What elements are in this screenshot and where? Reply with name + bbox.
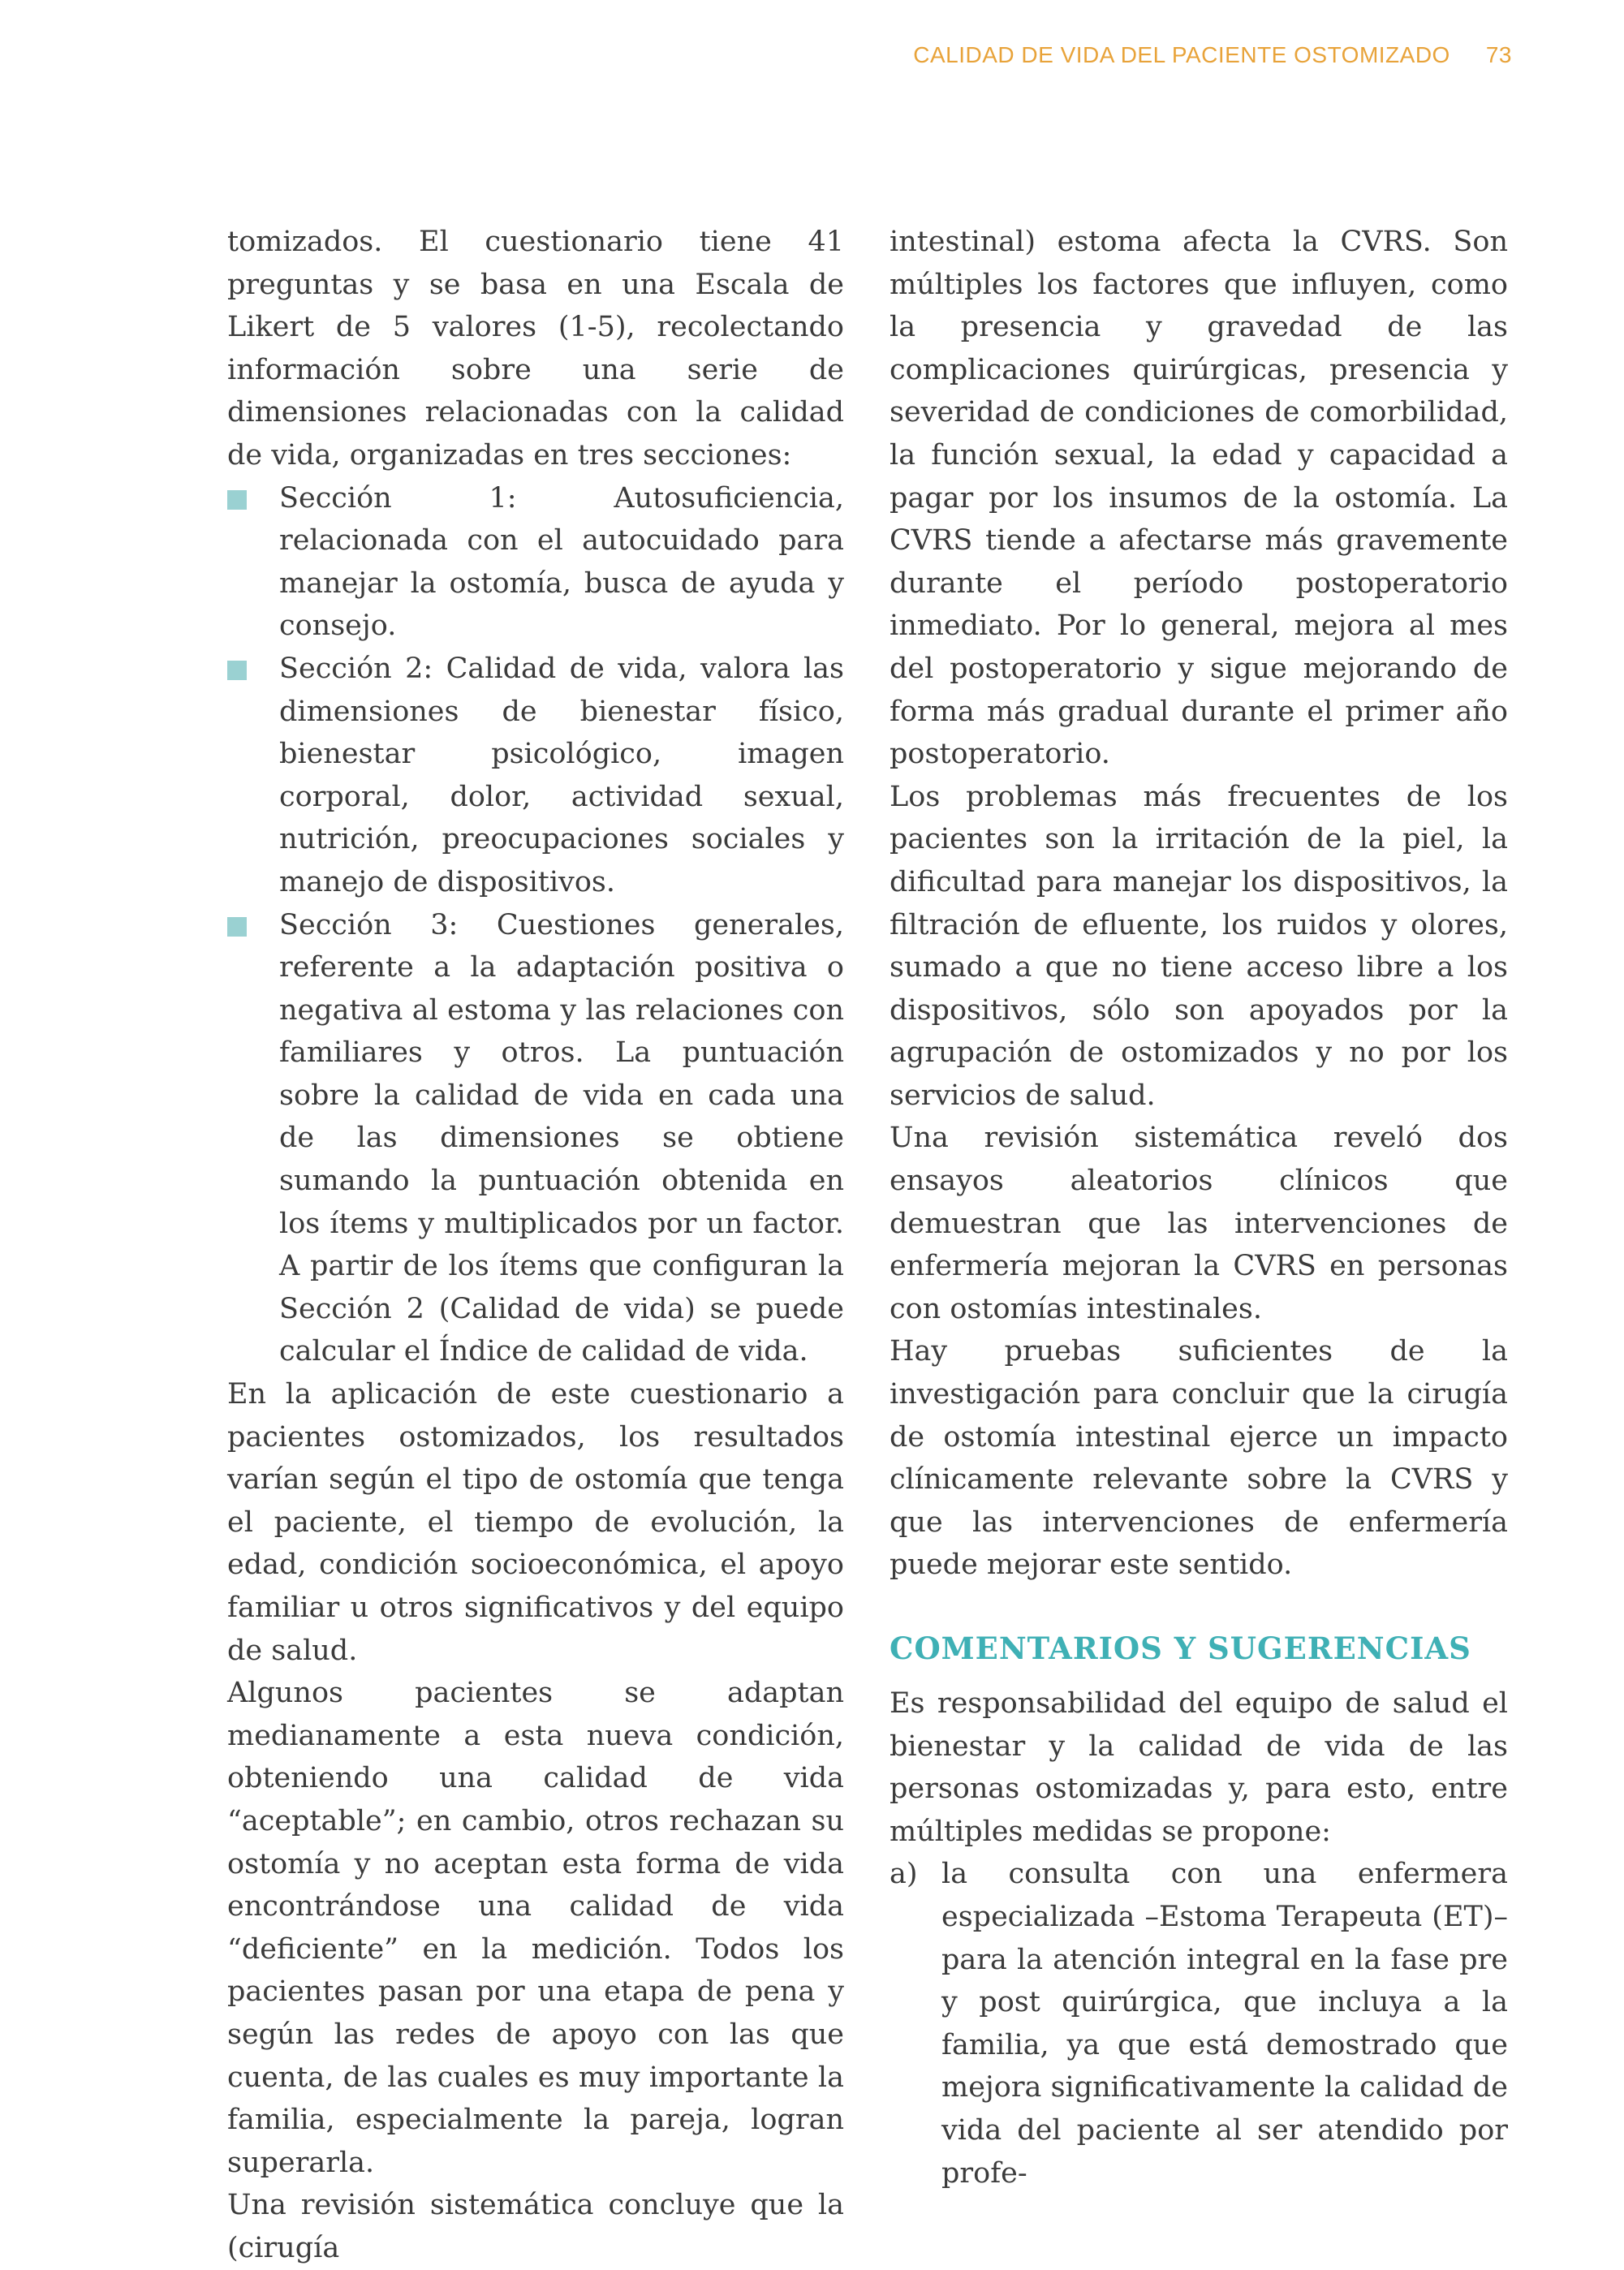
- body-paragraph: intestinal) estoma afecta la CVRS. Son múltiples los factores que influyen, como la presencia y gravedad de las complicaciones quirúrgicas, presencia y severidad de condiciones de comorbilidad, la función sexual, la edad y capacidad a pagar por los insumos de la ostomía. La CVRS tiende a afectarse más gravemente durante el período postoperatorio inmediato. Por lo general, mejora al mes del postoperatorio y sigue mejorando de forma más gradual durante el primer año postoperatorio.: [890, 226, 1508, 771]
- recommendations-list: [890, 1853, 1508, 2195]
- section-heading: COMENTARIOS Y SUGERENCIAS: [890, 1630, 1471, 1666]
- body-paragraph: Algunos pacientes se adaptan medianamente a esta nueva condición, obteniendo una calidad de vida “aceptable”; en cambio, otros rechazan su ostomía y no aceptan esta forma de vida encontrándose una calidad de vida “deficiente” en la medición. Todos los pacientes pasan por una etapa de pena y según las redes de apoyo con las que cuenta, de las cuales es muy importante la familia, especialmente la pareja, logran superarla.: [227, 1677, 844, 2179]
- list-item: [227, 477, 844, 648]
- square-bullet-icon: [227, 490, 247, 510]
- list-item: [890, 1853, 1508, 2195]
- body-paragraph: En la aplicación de este cuestionario a pacientes ostomizados, los resultados varían según el tipo de ostomía que tenga el paciente, el tiempo de evolución, la edad, condición socioeconómica, el apoyo familiar u otros significativos y del equipo de salud.: [227, 1378, 844, 1667]
- body-paragraph: Una revisión sistemática reveló dos ensayos aleatorios clínicos que demuestran que las intervenciones de enfermería mejoran la CVRS en personas con ostomías intestinales.: [890, 1122, 1508, 1325]
- list-item: [227, 648, 844, 904]
- right-column: [890, 221, 1508, 2195]
- list-item-text: la consulta con una enfermera especializada –Estoma Terapeuta (ET)– para la atención integral en la fase pre y post quirúrgica, que incluya a la familia, ya que está demostrado que mejora significativamente la calidad de vida del paciente al ser atendido por profe-: [941, 1858, 1508, 2190]
- page-number: 73: [1485, 42, 1512, 67]
- body-paragraph: Una revisión sistemática concluye que la (cirugía: [227, 2189, 844, 2264]
- sections-list: [227, 477, 844, 1373]
- square-bullet-icon: [227, 917, 247, 937]
- list-item-text: Sección 1: Autosuficiencia, relacionada con el autocuidado para manejar la ostomía, busca de ayuda y consejo.: [279, 481, 844, 643]
- intro-paragraph: tomizados. El cuestionario tiene 41 preguntas y se basa en una Escala de Likert de 5 valores (1-5), recolectando información sobre una serie de dimensiones relacionadas con la calidad de vida, organizadas en tres secciones:: [227, 226, 844, 472]
- running-header: [913, 42, 1512, 68]
- square-bullet-icon: [227, 661, 247, 680]
- list-item: [227, 904, 844, 1374]
- left-column: [227, 221, 844, 2270]
- body-paragraph: Hay pruebas suficientes de la investigación para concluir que la cirugía de ostomía intestinal ejerce un impacto clínicamente relevante sobre la CVRS y que las intervenciones de enfermería puede mejorar este sentido.: [890, 1335, 1508, 1582]
- list-item-text: Sección 2: Calidad de vida, valora las dimensiones de bienestar físico, bienestar psicológico, imagen corporal, dolor, actividad sexual, nutrición, preocupaciones sociales y manejo de dispositivos.: [279, 652, 844, 898]
- running-title: CALIDAD DE VIDA DEL PACIENTE OSTOMIZADO: [913, 42, 1450, 67]
- body-paragraph: Los problemas más frecuentes de los pacientes son la irritación de la piel, la dificultad para manejar los dispositivos, la filtración de efluente, los ruidos y olores, sumado a que no tiene acceso libre a los dispositivos, sólo son apoyados por la agrupación de ostomizados y no por los servicios de salud.: [890, 780, 1508, 1112]
- list-item-text: Sección 3: Cuestiones generales, referente a la adaptación positiva o negativa al estoma y las relaciones con familiares y otros. La puntuación sobre la calidad de vida en cada una de las dimensiones se obtiene sumando la puntuación obtenida en los ítems y multiplicados por un factor. A partir de los ítems que configuran la Sección 2 (Calidad de vida) se puede calcular el Índice de calidad de vida.: [279, 908, 844, 1368]
- list-marker: a): [890, 1858, 918, 1891]
- section-intro-paragraph: Es responsabilidad del equipo de salud el bienestar y la calidad de vida de las personas ostomizadas y, para esto, entre múltiples medidas se propone:: [890, 1687, 1508, 1848]
